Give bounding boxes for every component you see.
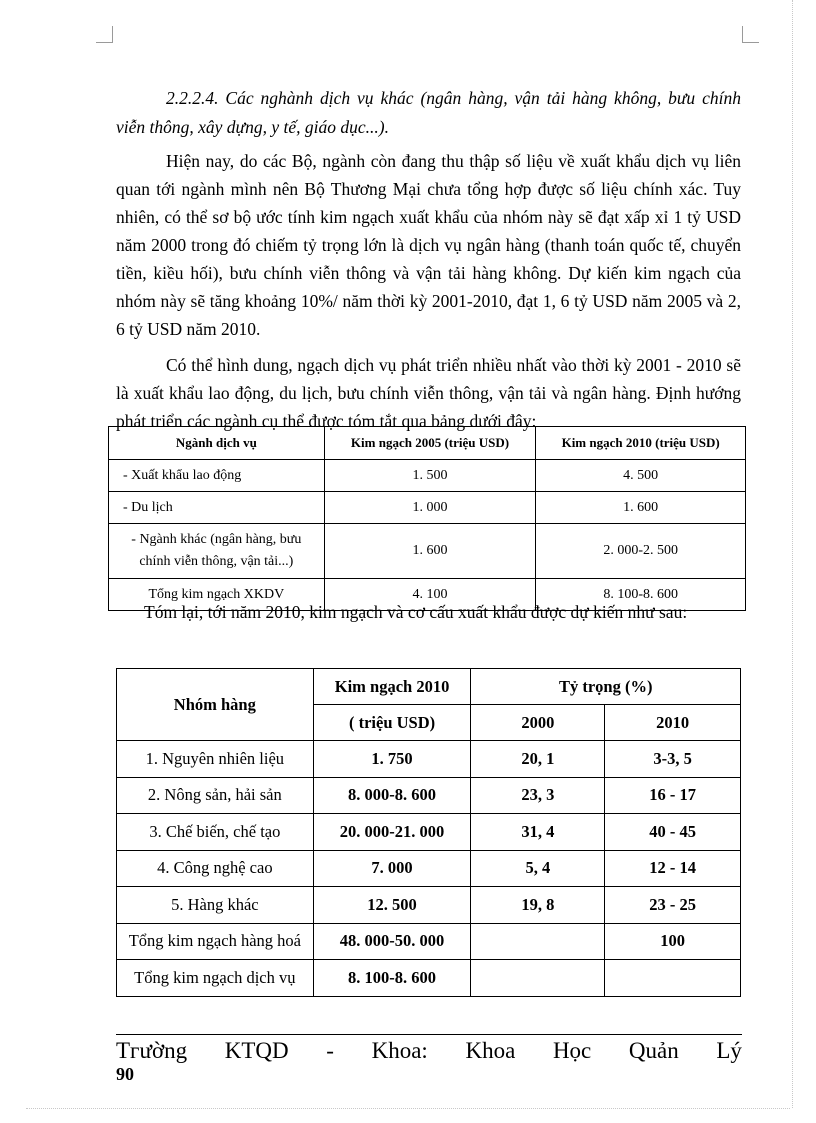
footer-word: - — [326, 1038, 334, 1063]
share-2010: 100 — [605, 923, 741, 960]
table-row — [109, 460, 746, 492]
year-2010-header: 2010 — [605, 705, 741, 741]
paragraph-estimate: Hiện nay, do các Bộ, ngành còn đang thu thập số liệu về xuất khẩu dịch vụ liên quan tới ngành mình nên Bộ Thương Mại chưa tổng hợp được số liệu chính xác. Tuy nhiên, có thể sơ bộ ước tính kim ngạch xuất khẩu của nhóm này sẽ đạt xấp xỉ 1 tỷ USD năm 2000 trong đó chiếm tỷ trọng lớn là dịch vụ ngân hàng (thanh toán quốc tế, chuyển tiền, kiều hối), bưu chính viễn thông và vận tải hàng không. Dự kiến kim ngạch của nhóm này sẽ tăng khoảng 10%/ năm thời kỳ 2001-2010, đạt 1, 6 tỷ USD năm 2005 và 2, 6 tỷ USD năm 2010. — [116, 151, 741, 339]
table-row — [117, 741, 741, 778]
value-2005: 1. 500 — [324, 460, 536, 492]
value-2010: 48. 000-50. 000 — [313, 923, 471, 960]
page-number: 90 — [116, 1064, 134, 1084]
table-row — [117, 777, 741, 814]
share-2010 — [605, 960, 741, 997]
footer-word: Lý — [716, 1038, 742, 1063]
value-2010: 8. 100-8. 600 — [536, 579, 746, 611]
service-export-table — [108, 426, 746, 611]
section-heading: 2.2.2.4. Các nghành dịch vụ khác (ngân hàng, vận tải hàng không, bưu chính viễn thông, xây dựng, y tế, giáo dục...). — [116, 88, 741, 137]
value-2005: 1. 000 — [324, 492, 536, 524]
table-row — [117, 814, 741, 851]
year-2000-header: 2000 — [471, 705, 605, 741]
page-body — [116, 84, 741, 435]
share-header: Tỷ trọng (%) — [471, 669, 741, 705]
value-2010: 2. 000-2. 500 — [536, 524, 746, 579]
export-structure-table — [116, 668, 741, 997]
share-2000 — [471, 960, 605, 997]
value-2010: 1. 600 — [536, 492, 746, 524]
table-header-row — [117, 669, 741, 705]
footer-word: KTQD — [224, 1038, 289, 1063]
row-label: - Ngành khác (ngân hàng, bưu chính viễn thông, vận tải...) — [109, 524, 325, 579]
share-2000: 5, 4 — [471, 850, 605, 887]
paragraph-orientation: Có thể hình dung, ngạch dịch vụ phát triển nhiều nhất vào thời kỳ 2001 - 2010 sẽ là xuất khẩu lao động, du lịch, bưu chính viễn thông, vận tải và ngân hàng. Định hướng phát triển các ngành cụ thể được tóm tắt qua bảng dưới đây: — [116, 355, 741, 431]
share-2000 — [471, 923, 605, 960]
page-edge-bottom — [26, 1108, 790, 1109]
row-label: Tổng kim ngạch XKDV — [109, 579, 325, 611]
crop-mark-top-right — [742, 26, 759, 43]
footer-word: Quản — [628, 1038, 679, 1063]
value-2010: 8. 000-8. 600 — [313, 777, 471, 814]
row-label: 4. Công nghệ cao — [117, 850, 314, 887]
share-2000: 23, 3 — [471, 777, 605, 814]
row-label: 1. Nguyên nhiên liệu — [117, 741, 314, 778]
value-2010: 4. 500 — [536, 460, 746, 492]
column-header: Kim ngạch 2005 (triệu USD) — [324, 427, 536, 460]
column-header: Ngành dịch vụ — [109, 427, 325, 460]
share-2000: 31, 4 — [471, 814, 605, 851]
share-2000: 19, 8 — [471, 887, 605, 924]
share-2000: 20, 1 — [471, 741, 605, 778]
row-label: 3. Chế biến, chế tạo — [117, 814, 314, 851]
footer-rule — [116, 1034, 742, 1035]
row-label: Tổng kim ngạch dịch vụ — [117, 960, 314, 997]
value-unit-header: ( triệu USD) — [313, 705, 471, 741]
share-2010: 16 - 17 — [605, 777, 741, 814]
value-2010: 20. 000-21. 000 — [313, 814, 471, 851]
value-2005: 1. 600 — [324, 524, 536, 579]
table-row — [109, 492, 746, 524]
value-header: Kim ngạch 2010 — [313, 669, 471, 705]
row-label: 5. Hàng khác — [117, 887, 314, 924]
footer-word: Khoa — [465, 1038, 516, 1063]
row-label: - Du lịch — [109, 492, 325, 524]
share-2010: 23 - 25 — [605, 887, 741, 924]
group-header: Nhóm hàng — [117, 669, 314, 741]
page-footer — [116, 1036, 742, 1066]
table-row — [109, 524, 746, 579]
table-row — [117, 850, 741, 887]
table-header-row — [109, 427, 746, 460]
share-2010: 12 - 14 — [605, 850, 741, 887]
value-2005: 4. 100 — [324, 579, 536, 611]
column-header: Kim ngạch 2010 (triệu USD) — [536, 427, 746, 460]
value-2010: 1. 750 — [313, 741, 471, 778]
footer-word: Khoa: — [371, 1038, 428, 1063]
value-2010: 7. 000 — [313, 850, 471, 887]
row-label: Tổng kim ngạch hàng hoá — [117, 923, 314, 960]
row-label: 2. Nông sản, hải sản — [117, 777, 314, 814]
value-2010: 12. 500 — [313, 887, 471, 924]
footer-word: Tгường — [116, 1038, 188, 1063]
value-2010: 8. 100-8. 600 — [313, 960, 471, 997]
table-row — [117, 887, 741, 924]
share-2010: 3-3, 5 — [605, 741, 741, 778]
footer-word: Học — [552, 1038, 592, 1063]
table-row-total — [117, 960, 741, 997]
page-edge-right — [792, 0, 793, 1108]
table-row-total — [117, 923, 741, 960]
paragraph-summary: Tóm lại, tới năm 2010, kim ngạch và cơ cấu xuất khẩu được dự kiến như sau: — [144, 602, 688, 622]
share-2010: 40 - 45 — [605, 814, 741, 851]
crop-mark-top-left — [96, 26, 113, 43]
row-label: - Xuất khẩu lao động — [109, 460, 325, 492]
